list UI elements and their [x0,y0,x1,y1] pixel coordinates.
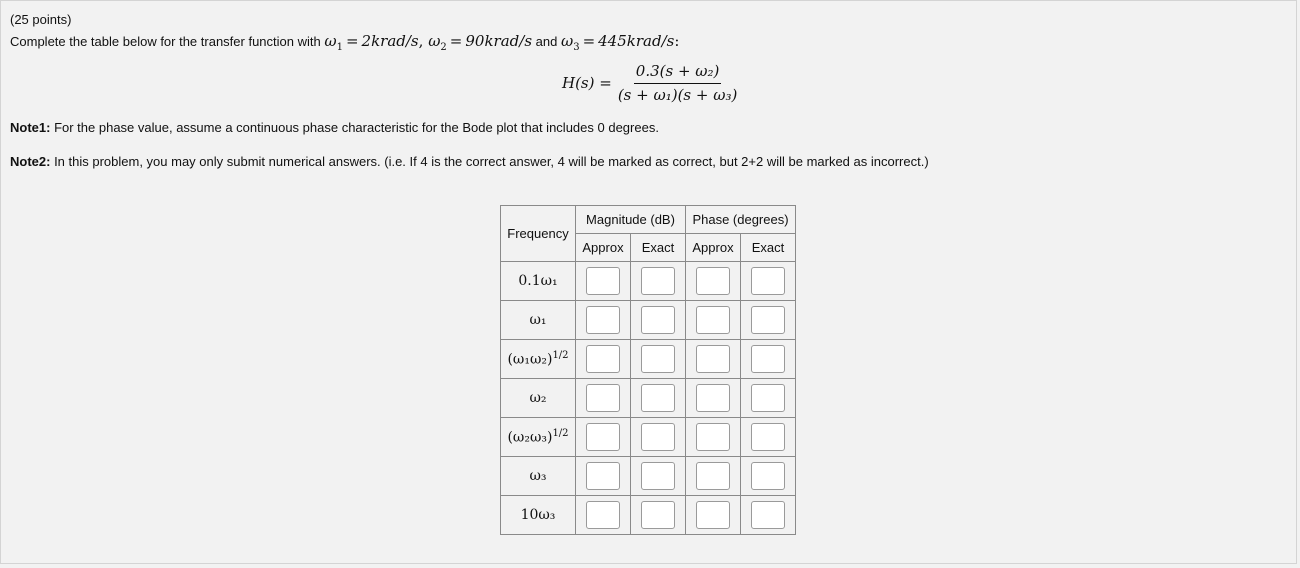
mag-exact-input[interactable] [641,384,675,412]
note2 [10,154,929,169]
answer-cell [686,418,741,457]
phase-exact-input[interactable] [751,501,785,529]
mag-exact-input[interactable] [641,423,675,451]
mag-approx-input[interactable] [586,267,620,295]
frequency-label: (ω₂ω₃) [507,429,553,446]
answer-cell [686,301,741,340]
intro-prefix: Complete the table below for the transfer function with [10,34,325,49]
frequency-cell [501,457,576,496]
table-row [501,457,796,496]
frequency-cell [501,418,576,457]
answer-cell [631,496,686,535]
phase-header: Phase (degrees) [686,206,796,234]
mag-exact-input[interactable] [641,462,675,490]
answer-cell [741,496,796,535]
frequency-exponent: 1/2 [552,350,569,362]
answer-cell [631,340,686,379]
table-row [501,496,796,535]
answer-cell [686,262,741,301]
answer-cell [576,262,631,301]
frequency-label: ω₃ [529,468,547,484]
frequency-header: Frequency [501,206,576,262]
phase-exact-header: Exact [741,234,796,262]
colon: : [674,32,680,50]
omega1-symbol: $\omega_1$ [324,32,343,53]
phase-exact-input[interactable] [751,345,785,373]
note1-text: For the phase value, assume a continuous phase characteristic for the Bode plot that includes 0 degrees. [50,120,659,135]
answer-cell [631,379,686,418]
phase-approx-input[interactable] [696,423,730,451]
omega1-value: 2krad/s [361,32,419,50]
frequency-cell [501,496,576,535]
formula-denominator: (s + ω₁)(s + ω₃) [617,86,738,104]
note1-label: Note1: [10,120,51,135]
answer-cell [741,418,796,457]
answer-cell [686,340,741,379]
phase-approx-input[interactable] [696,267,730,295]
formula-lhs: H(s) = [562,74,612,92]
omega3-symbol: $\omega_3$ [560,32,580,53]
intro-text [10,32,679,53]
table-row [501,418,796,457]
answer-cell [576,379,631,418]
bode-answer-table [500,205,796,535]
phase-exact-input[interactable] [751,267,785,295]
answer-cell [576,340,631,379]
phase-exact-input[interactable] [751,384,785,412]
answer-cell [686,379,741,418]
magnitude-exact-header: Exact [631,234,686,262]
mag-approx-input[interactable] [586,384,620,412]
magnitude-header: Magnitude (dB) [576,206,686,234]
frequency-cell [501,379,576,418]
omega2-value: 90krad/s [465,32,533,50]
equals-sign: = [345,32,359,50]
table-row [501,340,796,379]
phase-approx-input[interactable] [696,306,730,334]
magnitude-approx-header: Approx [576,234,631,262]
phase-exact-input[interactable] [751,423,785,451]
frequency-cell [501,340,576,379]
answer-cell [631,262,686,301]
answer-cell [631,418,686,457]
answer-cell [741,340,796,379]
frequency-exponent: 1/2 [552,428,569,440]
answer-cell [576,457,631,496]
frequency-label: ω₂ [529,390,547,406]
answer-cell [741,301,796,340]
frequency-label: ω₁ [529,312,547,328]
mag-approx-input[interactable] [586,423,620,451]
frequency-label: 10ω₃ [520,507,556,523]
frequency-cell [501,301,576,340]
phase-exact-input[interactable] [751,306,785,334]
answer-cell [631,457,686,496]
mag-approx-input[interactable] [586,462,620,490]
table-row [501,379,796,418]
phase-approx-input[interactable] [696,345,730,373]
phase-approx-header: Approx [686,234,741,262]
comma: , [418,32,429,50]
table-row [501,262,796,301]
note2-label: Note2: [10,154,51,169]
phase-approx-input[interactable] [696,462,730,490]
formula-numerator: 0.3(s + ω₂) [634,62,722,84]
points-label: (25 points) [10,12,72,27]
mag-exact-input[interactable] [641,267,675,295]
formula-fraction [618,62,738,104]
table-row [501,301,796,340]
note2-text: In this problem, you may only submit numerical answers. (i.e. If 4 is the correct answer, 4 will be marked as correct, but 2+2 will be marked as incorrect.) [50,154,929,169]
phase-approx-input[interactable] [696,501,730,529]
answer-cell [576,496,631,535]
mag-exact-input[interactable] [641,306,675,334]
mag-exact-input[interactable] [641,501,675,529]
equals-sign: = [582,32,596,50]
mag-approx-input[interactable] [586,501,620,529]
frequency-label: (ω₁ω₂) [507,351,553,368]
note1 [10,120,659,135]
mag-approx-input[interactable] [586,345,620,373]
phase-exact-input[interactable] [751,462,785,490]
answer-cell [631,301,686,340]
answer-cell [741,262,796,301]
mag-approx-input[interactable] [586,306,620,334]
equals-sign: = [449,32,463,50]
and-word: and [532,34,561,49]
answer-cell [686,457,741,496]
omega2-symbol: $\omega_2$ [428,32,447,53]
omega3-value: 445krad/s [598,32,675,50]
frequency-label: 0.1ω₁ [518,273,558,289]
answer-cell [741,379,796,418]
phase-approx-input[interactable] [696,384,730,412]
frequency-cell [501,262,576,301]
answer-cell [686,496,741,535]
transfer-function-formula [562,61,737,105]
mag-exact-input[interactable] [641,345,675,373]
answer-cell [741,457,796,496]
answer-cell [576,418,631,457]
answer-cell [576,301,631,340]
